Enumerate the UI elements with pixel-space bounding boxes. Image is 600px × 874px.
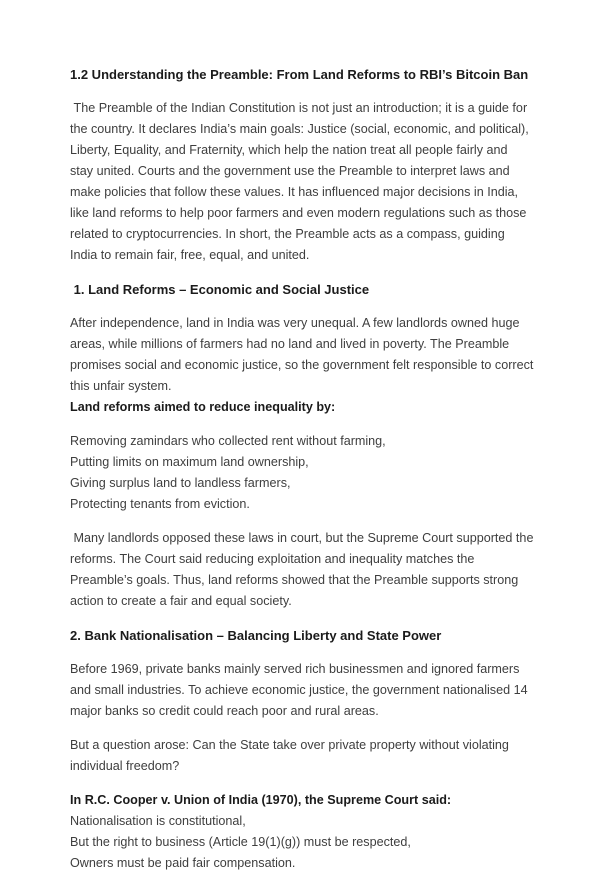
land-reform-point: Giving surplus land to landless farmers, (70, 476, 291, 490)
rc-cooper-case-block (70, 790, 534, 874)
land-reform-points (70, 431, 534, 515)
land-reform-point: Protecting tenants from eviction. (70, 497, 250, 511)
rc-cooper-bold-line: In R.C. Cooper v. Union of India (1970), the Supreme Court said: (70, 793, 452, 807)
land-reforms-paragraph (70, 313, 537, 418)
rc-cooper-point: Owners must be paid fair compensation. (70, 856, 296, 870)
heading-land-reforms: 1. Land Reforms – Economic and Social Justice (70, 282, 370, 297)
rc-cooper-point: Nationalisation is constitutional, (70, 814, 246, 828)
rc-cooper-point: But the right to business (Article 19(1)(g)) must be respected, (70, 835, 411, 849)
land-reforms-paragraph-text: After independence, land in India was very unequal. A few landlords owned huge areas, while millions of farmers had no land and lived in poverty. The Preamble promises social and economic justice, so the government felt responsible to correct this unfair system. (70, 316, 537, 393)
bank-nationalisation-paragraph: Before 1969, private banks mainly served rich businessmen and ignored farmers and small industries. To achieve economic justice, the government nationalised 14 major banks so credit could reach poor and rural areas. (70, 662, 532, 718)
land-reforms-aim-bold-line: Land reforms aimed to reduce inequality by: (70, 400, 336, 414)
land-reform-point: Removing zamindars who collected rent without farming, (70, 434, 386, 448)
section-title-understanding-preamble: 1.2 Understanding the Preamble: From Land Reforms to RBI’s Bitcoin Ban (70, 67, 529, 82)
question-paragraph: But a question arose: Can the State take over private property without violating individual freedom? (70, 738, 513, 773)
heading-bank-nationalisation: 2. Bank Nationalisation – Balancing Liberty and State Power (70, 628, 442, 643)
intro-paragraph: The Preamble of the Indian Constitution is not just an introduction; it is a guide for the country. It declares India’s main goals: Justice (social, economic, and political), Liberty, Equality, and Fraternity, which help the nation treat all people fairly and stay united. Courts and the government use the Preamble to interpret laws and make policies that follow these values. It has influenced major decisions in India, like land reforms to help poor farmers and even modern regulations such as those related to cryptocurrencies. In short, the Preamble acts as a compass, guiding India to remain fair, free, equal, and united. (70, 101, 533, 262)
supreme-court-support-paragraph: Many landlords opposed these laws in court, but the Supreme Court supported the reforms. The Court said reducing exploitation and inequality matches the Preamble’s goals. Thus, land reforms showed that the Preamble supports strong action to create a fair and equal society. (70, 531, 537, 608)
land-reform-point: Putting limits on maximum land ownership, (70, 455, 309, 469)
